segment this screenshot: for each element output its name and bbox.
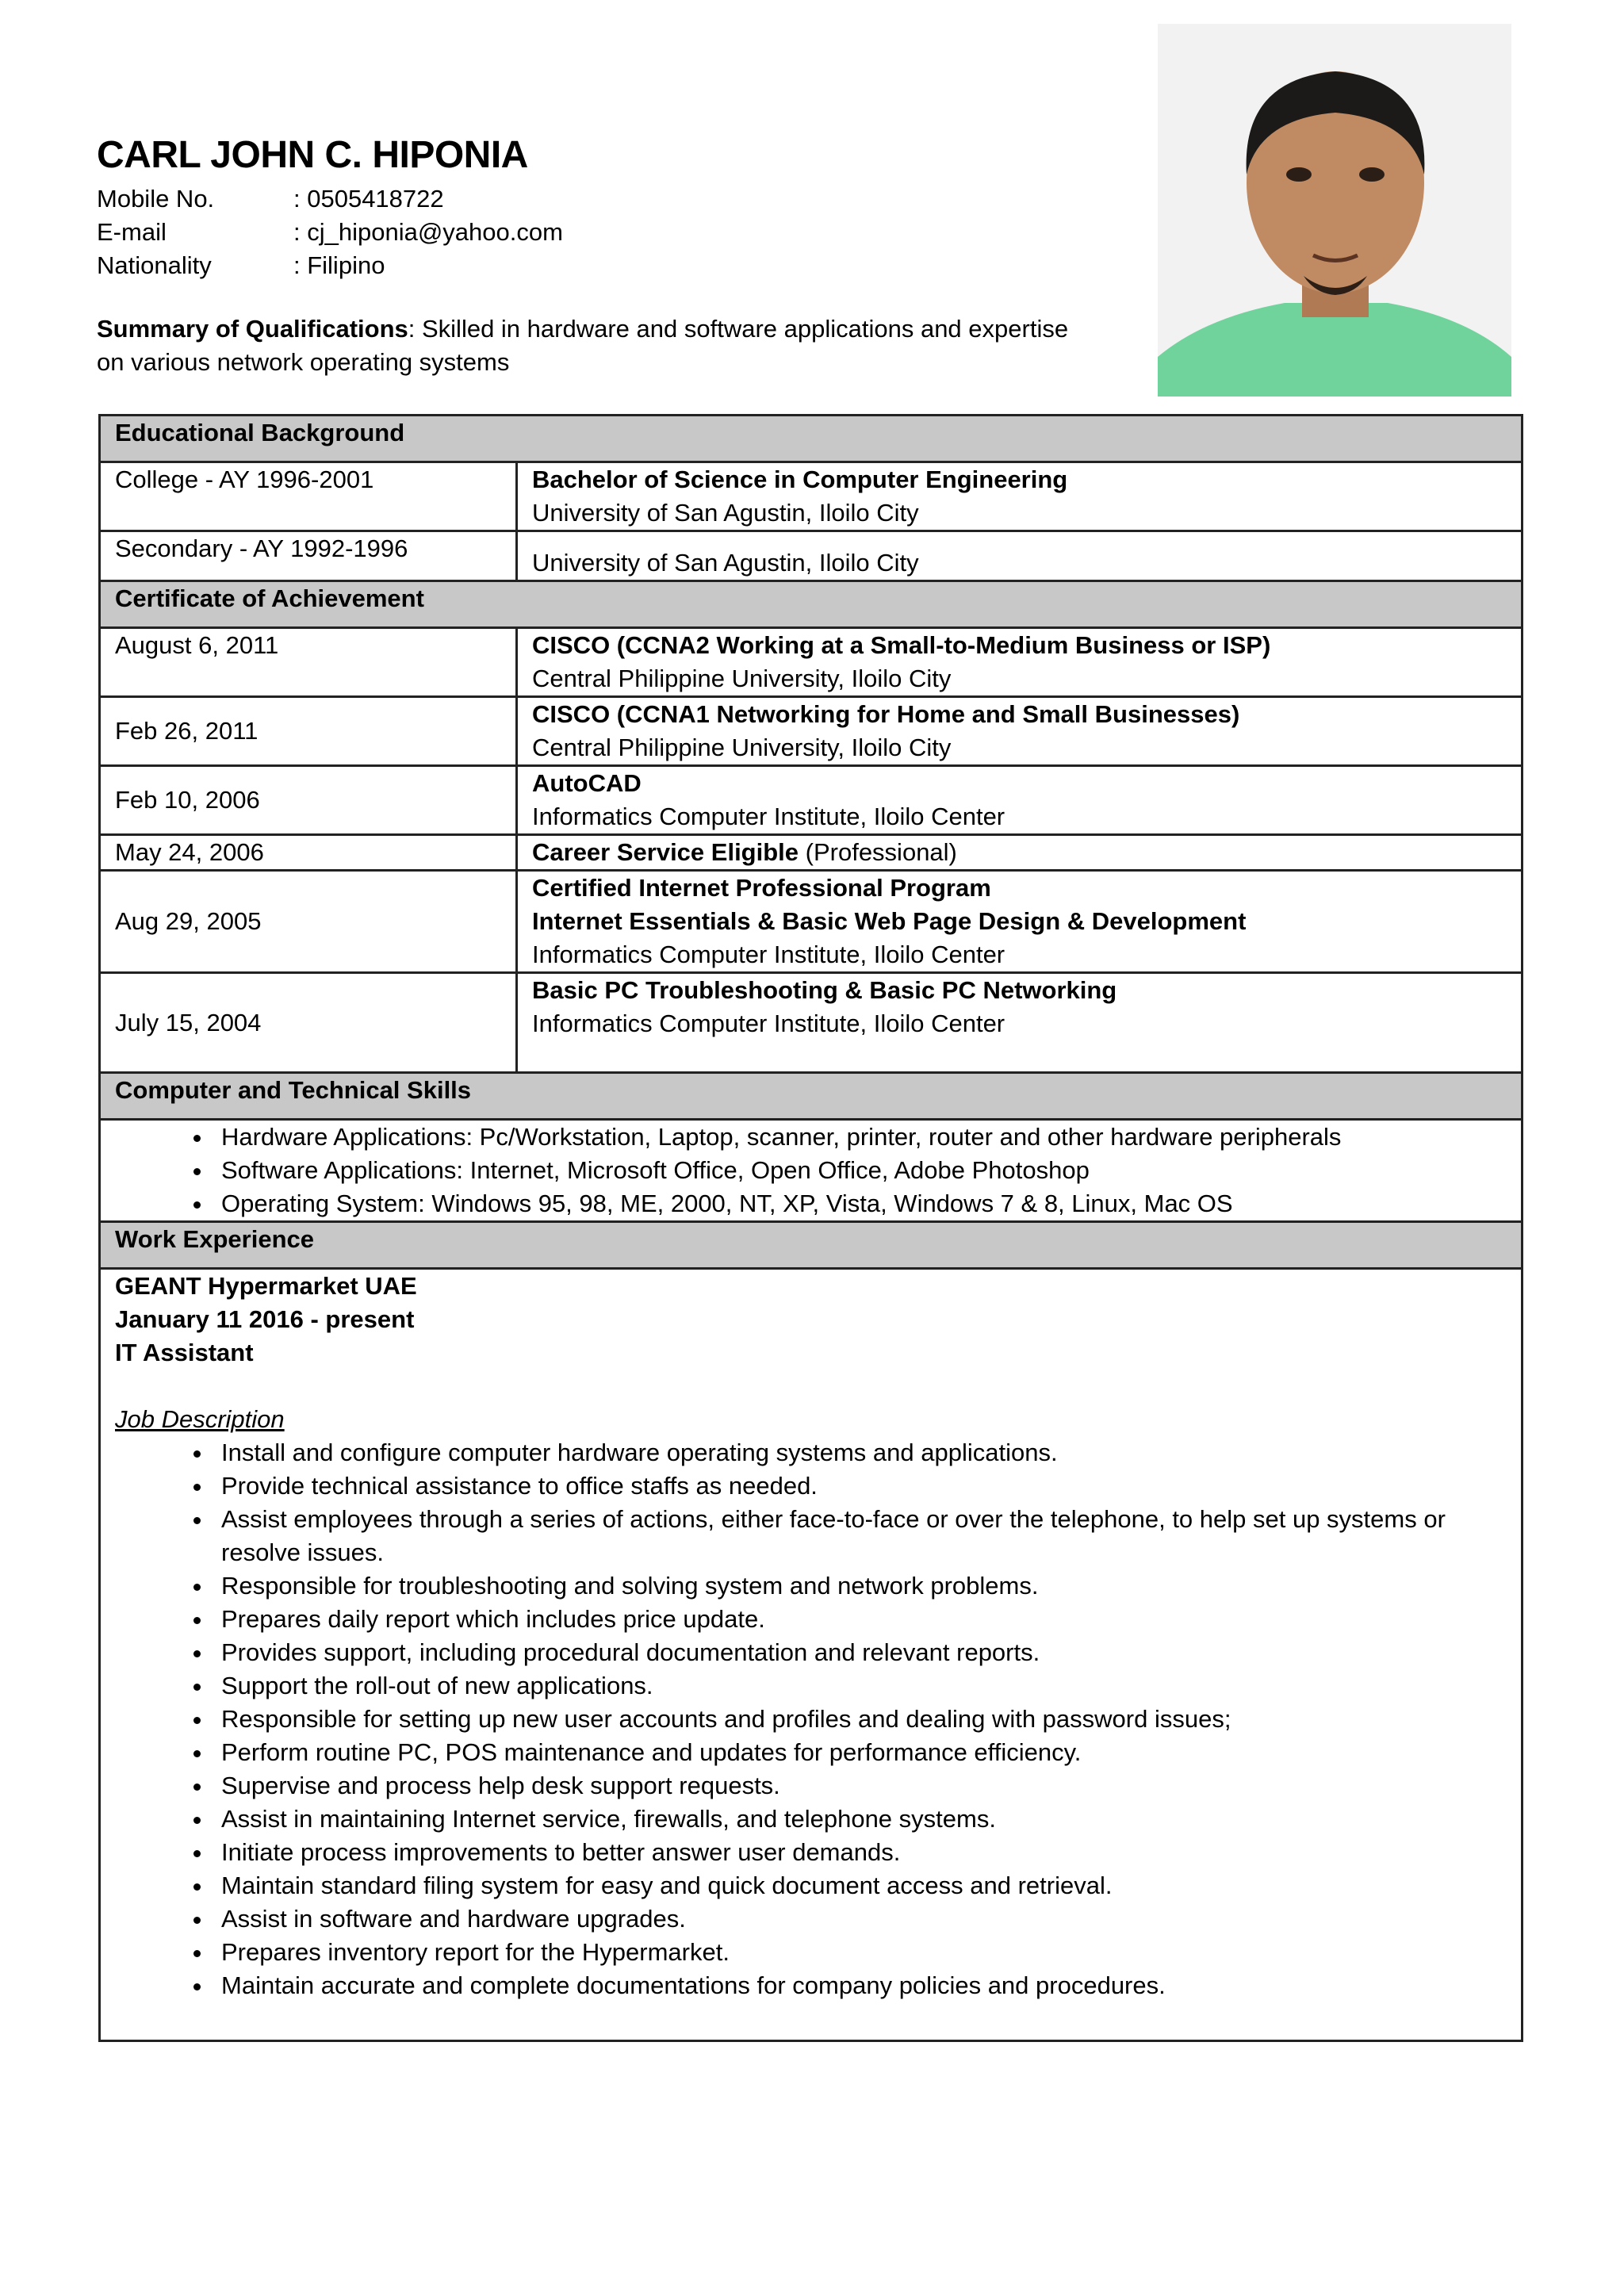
certificate-title: AutoCAD bbox=[532, 769, 642, 797]
list-item: • Install and configure computer hardware operating systems and applications. bbox=[213, 1436, 1507, 1469]
list-item: • Operating System: Windows 95, 98, ME, 2000, NT, XP, Vista, Windows 7 & 8, Linux, Mac OS bbox=[213, 1187, 1507, 1220]
table-row bbox=[100, 871, 1522, 973]
contact-value: : cj_hiponia@yahoo.com bbox=[293, 218, 563, 246]
job-duties-list bbox=[115, 1436, 1507, 2002]
skills-header: Computer and Technical Skills bbox=[100, 1073, 1522, 1120]
certificate-date: Aug 29, 2005 bbox=[100, 871, 517, 973]
certificate-detail bbox=[517, 871, 1522, 973]
education-date: Secondary - AY 1992-1996 bbox=[100, 531, 517, 581]
contact-value: : Filipino bbox=[293, 251, 385, 279]
contact-row-mobile bbox=[97, 182, 563, 216]
skills-list bbox=[115, 1121, 1507, 1220]
list-item: • Support the roll-out of new applications. bbox=[213, 1669, 1507, 1703]
contact-label: E-mail bbox=[97, 218, 167, 246]
list-item: • Maintain accurate and complete documentations for company policies and procedures. bbox=[213, 1969, 1507, 2002]
table-row bbox=[100, 835, 1522, 871]
contact-row-nationality bbox=[97, 249, 563, 282]
school-name: University of San Agustin, Iloilo City bbox=[532, 499, 919, 527]
institution-name: Central Philippine University, Iloilo City bbox=[532, 665, 952, 692]
certificate-title: CISCO (CCNA1 Networking for Home and Small Businesses) bbox=[532, 700, 1240, 728]
summary-text: : Skilled in hardware and software applications and expertise on various network operating systems bbox=[97, 315, 1069, 376]
certificate-date: Feb 10, 2006 bbox=[100, 766, 517, 835]
table-row bbox=[100, 1120, 1522, 1222]
institution-name: Informatics Computer Institute, Iloilo Center bbox=[532, 803, 1005, 830]
work-cell bbox=[100, 1269, 1522, 2041]
certificate-note: (Professional) bbox=[799, 838, 957, 866]
job-description-label: Job Description bbox=[115, 1405, 285, 1433]
institution-name: Informatics Computer Institute, Iloilo Center bbox=[532, 941, 1005, 968]
certificate-title: Basic PC Troubleshooting & Basic PC Networking bbox=[532, 976, 1117, 1004]
contact-row-email bbox=[97, 216, 563, 249]
education-header: Educational Background bbox=[100, 416, 1522, 462]
contact-label: Nationality bbox=[97, 251, 212, 279]
certificate-title: Career Service Eligible bbox=[532, 838, 799, 866]
list-item: • Initiate process improvements to better answer user demands. bbox=[213, 1836, 1507, 1869]
certificate-detail bbox=[517, 697, 1522, 766]
section-header-row bbox=[100, 416, 1522, 462]
list-item: • Provide technical assistance to office staffs as needed. bbox=[213, 1469, 1507, 1503]
certificate-date: July 15, 2004 bbox=[100, 973, 517, 1073]
list-item: • Hardware Applications: Pc/Workstation, Laptop, scanner, printer, router and other hardware peripherals bbox=[213, 1121, 1507, 1154]
certificate-date: Feb 26, 2011 bbox=[100, 697, 517, 766]
summary-label: Summary of Qualifications bbox=[97, 315, 408, 343]
table-row bbox=[100, 1269, 1522, 2041]
section-header-row bbox=[100, 581, 1522, 628]
table-row bbox=[100, 531, 1522, 581]
list-item: • Provides support, including procedural documentation and relevant reports. bbox=[213, 1636, 1507, 1669]
institution-name: Informatics Computer Institute, Iloilo Center bbox=[532, 1010, 1005, 1037]
work-header: Work Experience bbox=[100, 1222, 1522, 1269]
summary-of-qualifications bbox=[97, 312, 1096, 379]
list-item: • Maintain standard filing system for easy and quick document access and retrieval. bbox=[213, 1869, 1507, 1902]
school-name: University of San Agustin, Iloilo City bbox=[517, 531, 1522, 581]
certificate-detail bbox=[517, 835, 1522, 871]
contact-details bbox=[97, 182, 563, 282]
list-item: • Software Applications: Internet, Microsoft Office, Open Office, Adobe Photoshop bbox=[213, 1154, 1507, 1187]
list-item: • Perform routine PC, POS maintenance and updates for performance efficiency. bbox=[213, 1736, 1507, 1769]
employment-period: January 11 2016 - present bbox=[115, 1305, 415, 1333]
section-header-row bbox=[100, 1222, 1522, 1269]
contact-value: : 0505418722 bbox=[293, 185, 444, 213]
certificate-detail bbox=[517, 766, 1522, 835]
company-name: GEANT Hypermarket UAE bbox=[115, 1272, 417, 1300]
table-row bbox=[100, 973, 1522, 1073]
list-item: • Supervise and process help desk support requests. bbox=[213, 1769, 1507, 1803]
job-position: IT Assistant bbox=[115, 1339, 254, 1366]
section-header-row bbox=[100, 1073, 1522, 1120]
table-row bbox=[100, 462, 1522, 531]
certificate-detail bbox=[517, 628, 1522, 697]
list-item: • Assist in software and hardware upgrades. bbox=[213, 1902, 1507, 1936]
list-item: • Responsible for setting up new user accounts and profiles and dealing with password issues; bbox=[213, 1703, 1507, 1736]
list-item: • Assist employees through a series of actions, either face-to-face or over the telephone, to help set up systems or resolve issues. bbox=[213, 1503, 1507, 1569]
certificate-detail bbox=[517, 973, 1522, 1073]
list-item: • Prepares inventory report for the Hypermarket. bbox=[213, 1936, 1507, 1969]
certificate-subtitle: Internet Essentials & Basic Web Page Design & Development bbox=[532, 907, 1247, 935]
profile-photo-image bbox=[1158, 24, 1511, 397]
institution-name: Central Philippine University, Iloilo City bbox=[532, 734, 952, 761]
certificate-date: August 6, 2011 bbox=[100, 628, 517, 697]
certificate-date: May 24, 2006 bbox=[100, 835, 517, 871]
certificate-title: Certified Internet Professional Program bbox=[532, 874, 991, 902]
table-row bbox=[100, 628, 1522, 697]
degree-title: Bachelor of Science in Computer Engineering bbox=[532, 466, 1068, 493]
profile-photo bbox=[1158, 24, 1511, 397]
certificate-title: CISCO (CCNA2 Working at a Small-to-Medium Business or ISP) bbox=[532, 631, 1271, 659]
table-row bbox=[100, 697, 1522, 766]
resume-table bbox=[98, 414, 1523, 2042]
table-row bbox=[100, 766, 1522, 835]
certificates-header: Certificate of Achievement bbox=[100, 581, 1522, 628]
list-item: • Prepares daily report which includes price update. bbox=[213, 1603, 1507, 1636]
contact-label: Mobile No. bbox=[97, 185, 215, 213]
skills-cell bbox=[100, 1120, 1522, 1222]
education-detail bbox=[517, 462, 1522, 531]
education-date: College - AY 1996-2001 bbox=[100, 462, 517, 531]
applicant-name: CARL JOHN C. HIPONIA bbox=[97, 134, 528, 176]
list-item: • Assist in maintaining Internet service, firewalls, and telephone systems. bbox=[213, 1803, 1507, 1836]
list-item: • Responsible for troubleshooting and solving system and network problems. bbox=[213, 1569, 1507, 1603]
